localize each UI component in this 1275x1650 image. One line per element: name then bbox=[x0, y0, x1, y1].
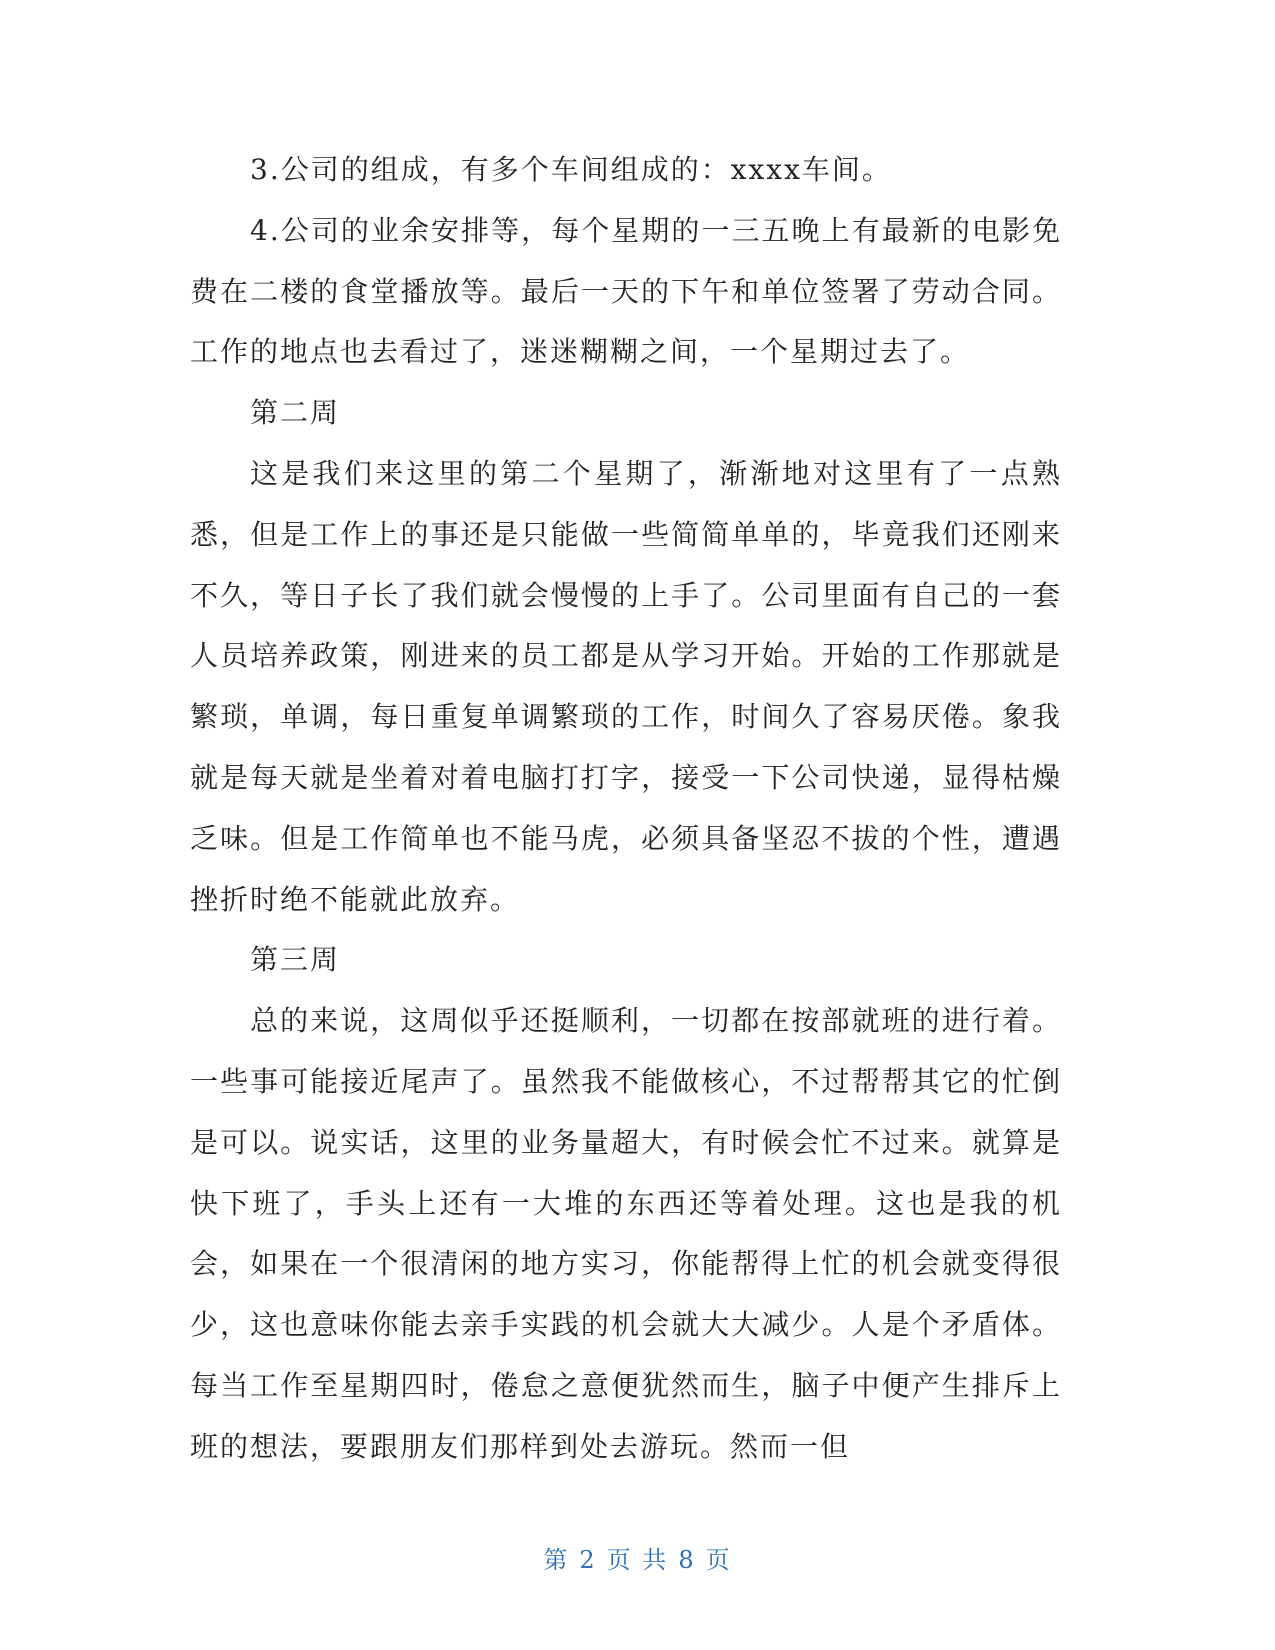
paragraph-week-two: 这是我们来这里的第二个星期了，渐渐地对这里有了一点熟悉，但是工作上的事还是只能做一些简简单单的，毕竟我们还刚来不久，等日子长了我们就会慢慢的上手了。公司里面有自己的一套人员培养政策，刚进来的员工都是从学习开始。开始的工作那就是繁琐，单调，每日重复单调繁琐的工作，时间久了容易厌倦。象我就是每天就是坐着对着电脑打打字，接受一下公司快递，显得枯燥乏味。但是工作简单也不能马虎，必须具备坚忍不拔的个性，遭遇挫折时绝不能就此放弃。 bbox=[190, 456, 1062, 916]
heading-week-three: 第三周 bbox=[250, 943, 341, 977]
paragraph-week-three: 总的来说，这周似乎还挺顺利，一切都在按部就班的进行着。一些事可能接近尾声了。虽然我不能做核心，不过帮帮其它的忙倒是可以。说实话，这里的业务量超大，有时候会忙不过来。就算是快下班了，手头上还有一大堆的东西还等着处理。这也是我的机会，如果在一个很清闲的地方实习，你能帮得上忙的机会就变得很少，这也意味你能去亲手实践的机会就大大减少。人是个矛盾体。每当工作至星期四时，倦怠之意便犹然而生，脑子中便产生排斥上班的想法，要跟朋友们那样到处去游玩。然而一但 bbox=[190, 1004, 1062, 1463]
document-body bbox=[190, 140, 1062, 1478]
footer-middle: 页 共 bbox=[606, 1546, 669, 1574]
paragraph-company-composition: 3.公司的组成，有多个车间组成的：xxxx车间。 bbox=[250, 153, 892, 186]
heading-week-two: 第二周 bbox=[250, 396, 341, 430]
footer-page-number: 2 bbox=[579, 1546, 597, 1574]
paragraph-leisure-arrangements: 4.公司的业余安排等，每个星期的一三五晚上有最新的电影免费在二楼的食堂播放等。最后一天的下午和单位签署了劳动合同。工作的地点也去看过了，迷迷糊糊之间，一个星期过去了。 bbox=[190, 213, 1062, 369]
footer-prefix: 第 bbox=[543, 1546, 570, 1574]
page-footer bbox=[0, 1540, 1275, 1575]
footer-total-pages: 8 bbox=[678, 1546, 696, 1574]
footer-suffix: 页 bbox=[705, 1546, 732, 1574]
